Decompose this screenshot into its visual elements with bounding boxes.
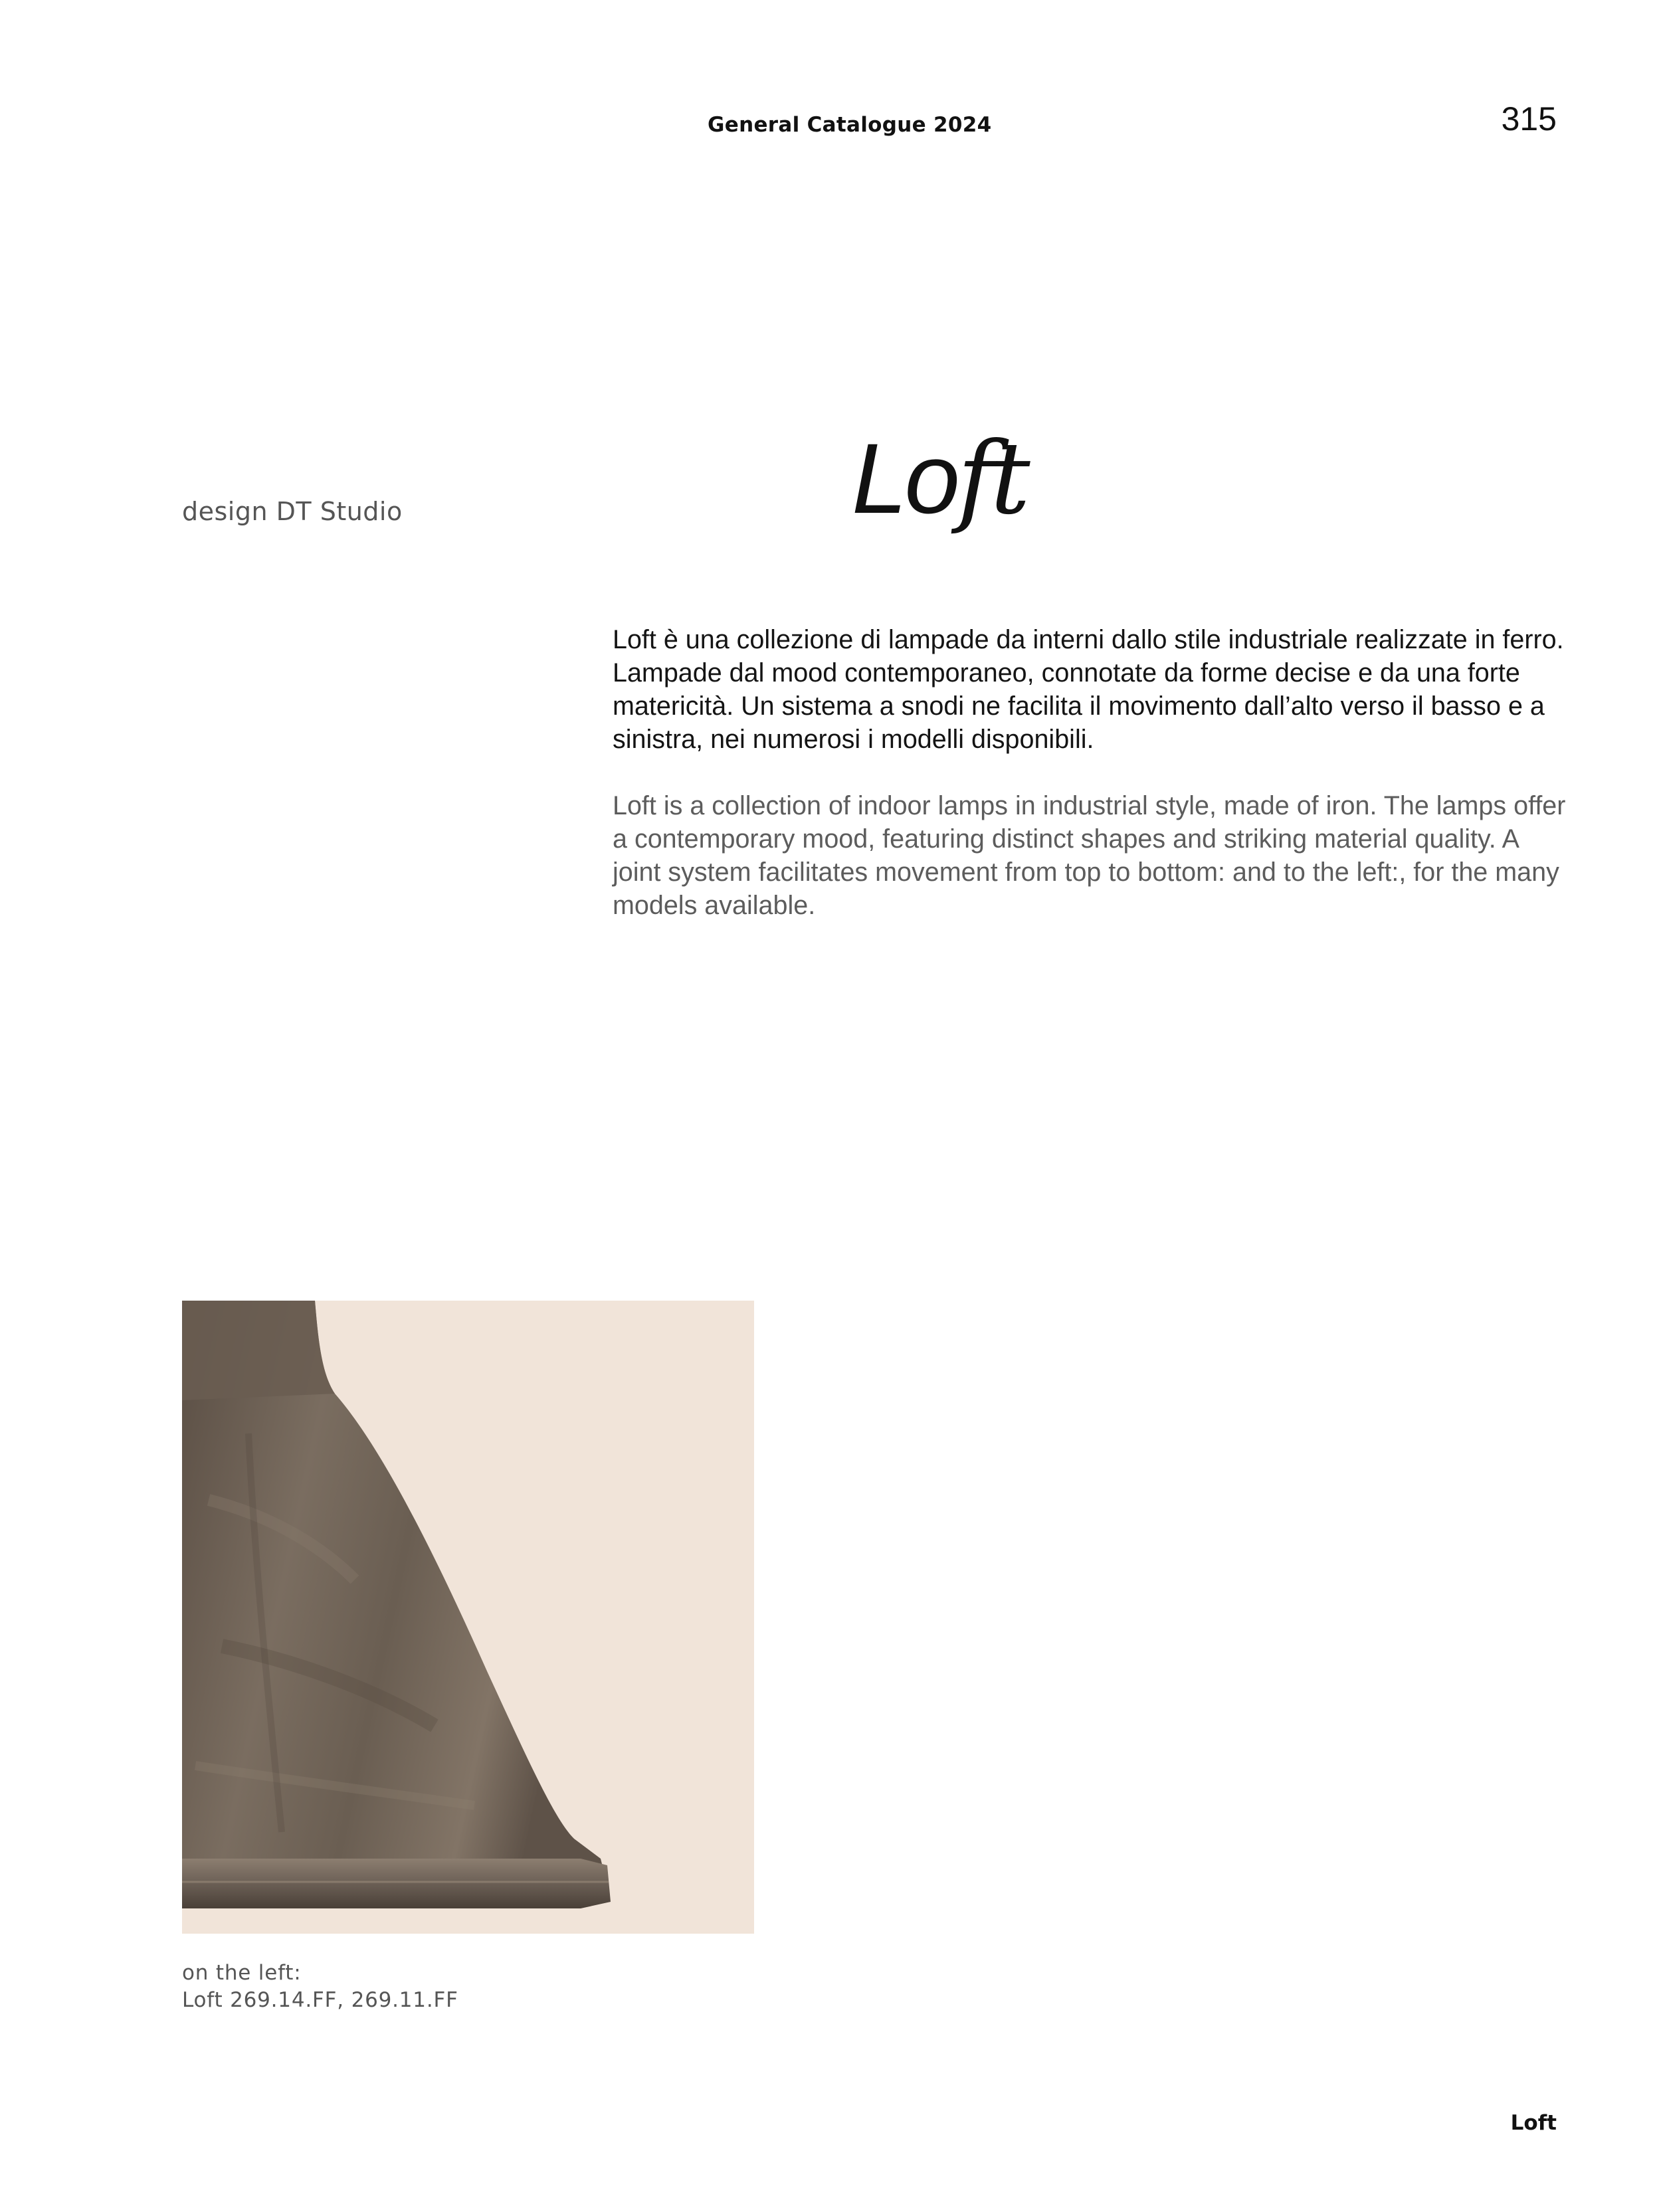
collection-title-part1: Lo — [852, 422, 957, 534]
collection-title — [852, 421, 1026, 537]
lamp-shade-photo — [182, 1301, 754, 1934]
caption-line-1: on the left: — [182, 1961, 302, 1985]
page-number: 315 — [1501, 100, 1557, 138]
catalogue-title: General Catalogue 2024 — [708, 113, 992, 137]
footer-section-label: Loft — [1510, 2111, 1557, 2135]
description-english: Loft is a collection of indoor lamps in industrial style, made of iron. The lamps offer a contemporary mood, featuring distinct shapes and striking material quality. A joint system facilitates movement from top to bottom: and to the left:, for the many models available. — [613, 791, 1566, 920]
lamp-shade-illustration — [182, 1301, 754, 1934]
photo-caption — [182, 1960, 458, 2014]
collection-title-part2: ft — [957, 421, 1026, 537]
designer-credit: design DT Studio — [182, 497, 403, 526]
description-italian: Loft è una collezione di lampade da interni dallo stile industriale realizzate in ferro. Lampade dal mood contemporaneo, connotate da forme decise e da una forte matericità. Un sistema a snodi ne facilita il movimento dall’alto verso il basso e a sinistra, nei numerosi i modelli disponibili. — [613, 625, 1564, 754]
caption-line-2: Loft 269.14.FF, 269.11.FF — [182, 1988, 458, 2012]
